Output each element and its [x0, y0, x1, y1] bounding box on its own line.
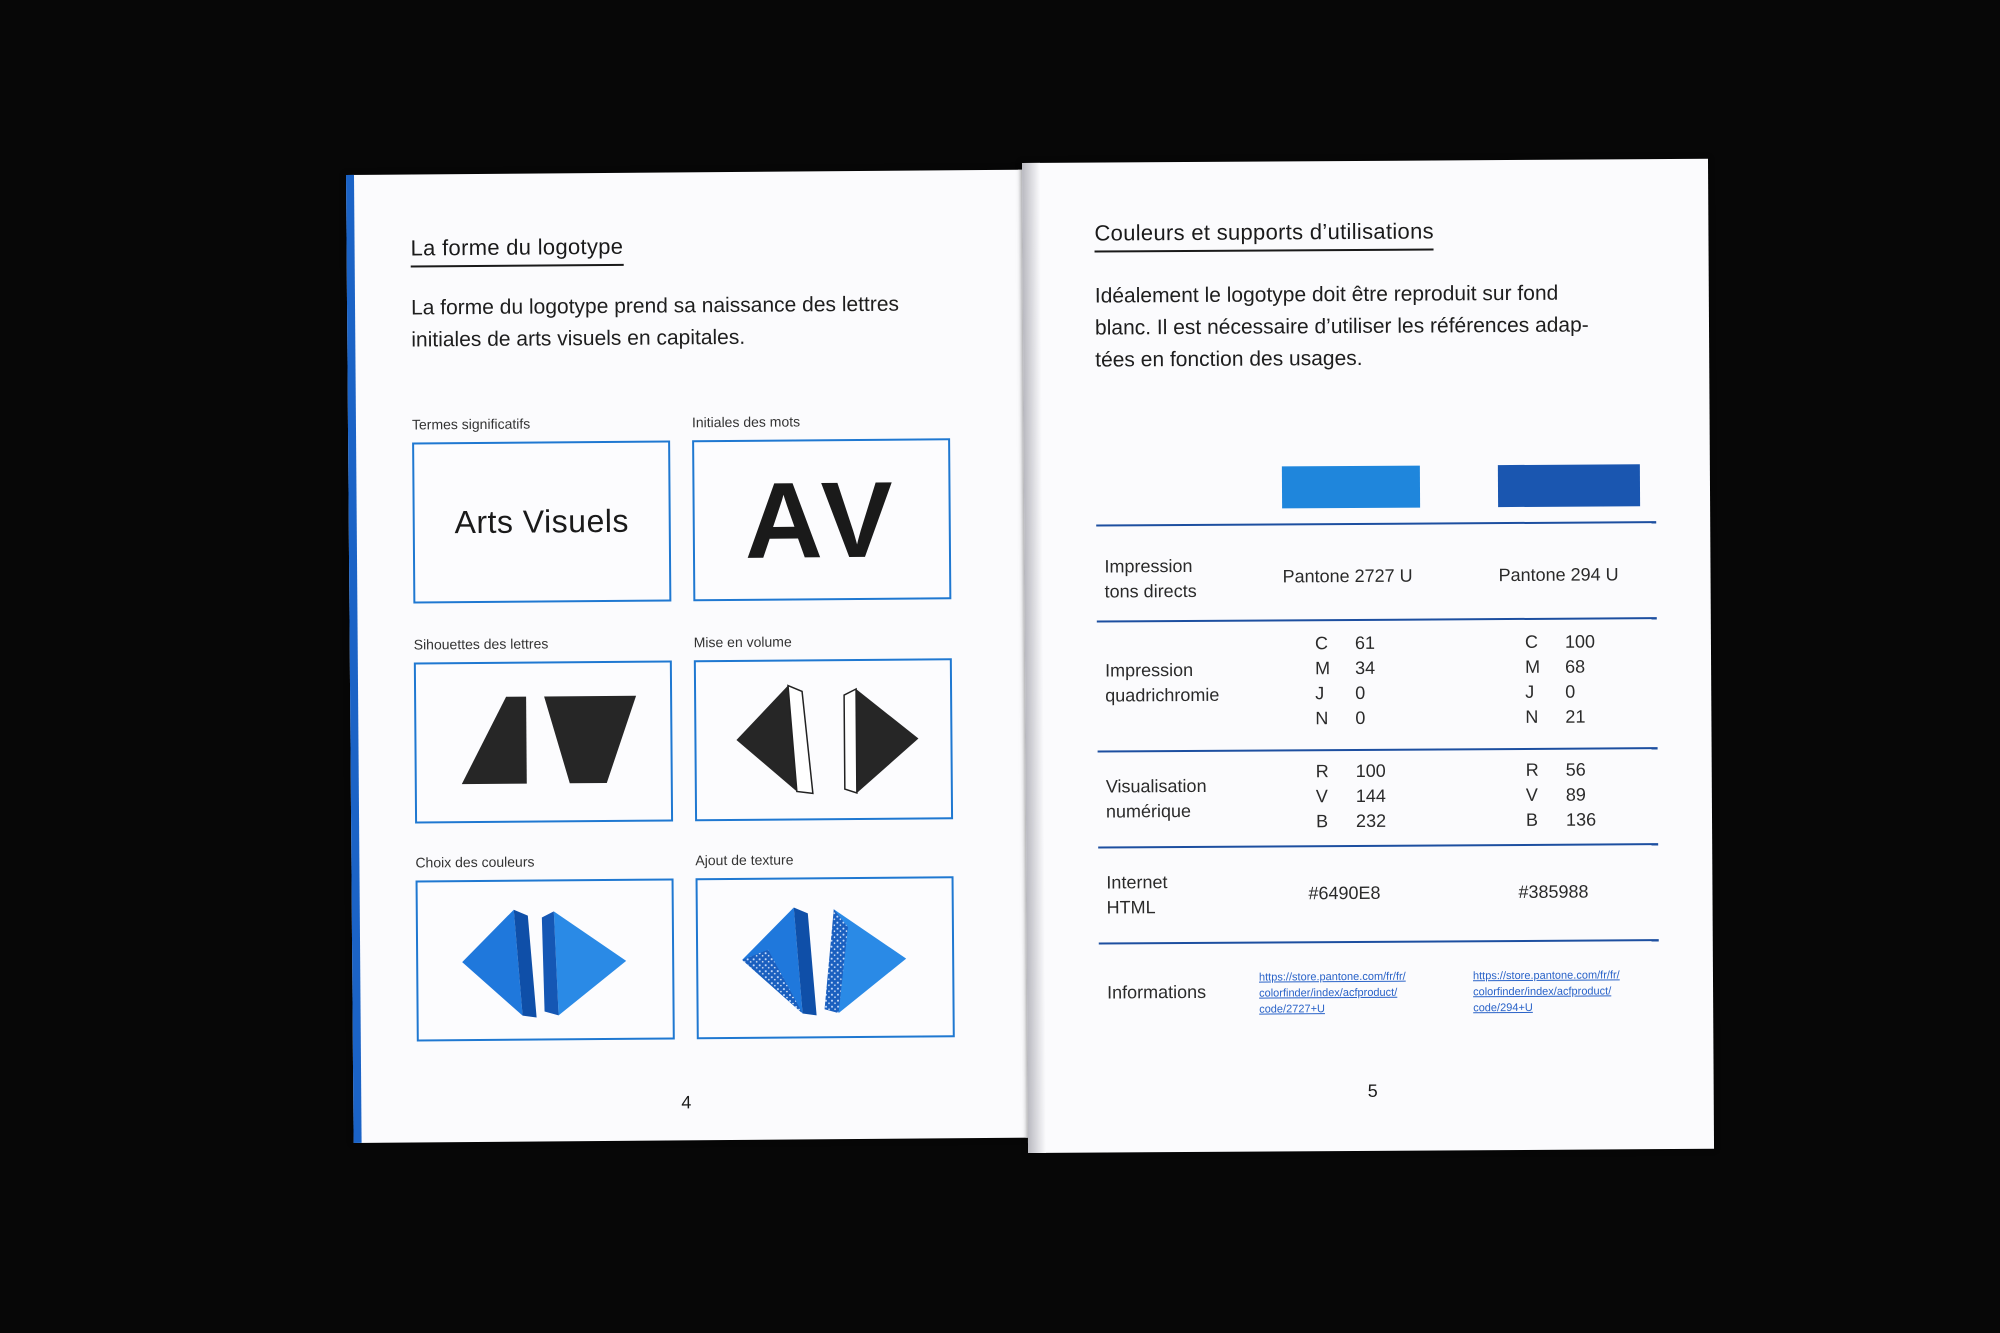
spot-value-2727: Pantone 2727 U: [1282, 565, 1413, 587]
rgb-values-294: R 56 V 89 B 136: [1525, 759, 1597, 830]
tile-initials: [692, 438, 951, 601]
table-divider: [1098, 843, 1658, 848]
left-page-heading: La forme du logotype: [410, 234, 623, 268]
blue-edge-strip: [346, 175, 362, 1143]
left-page: [346, 170, 1038, 1143]
a-silhouette-shape: [461, 697, 527, 785]
table-divider: [1096, 521, 1656, 526]
table-divider: [1097, 617, 1657, 622]
right-volume-side: [844, 689, 857, 793]
page-number: 4: [681, 1092, 692, 1113]
swatch-294: [1498, 464, 1640, 507]
right-blue-face: [554, 911, 627, 1016]
arts-visuels-text: Arts Visuels: [454, 502, 630, 541]
left-volume-face: [736, 685, 797, 791]
swatch-2727: [1282, 466, 1420, 509]
rgb-values-2727: R 100 V 144 B 232: [1315, 760, 1387, 832]
page-number: 5: [1367, 1080, 1378, 1101]
tile-volume: [694, 658, 953, 821]
spot-value-294: Pantone 294 U: [1498, 564, 1619, 586]
tile-texture: [696, 876, 955, 1039]
left-blue-face: [462, 910, 523, 1016]
right-volume-face: [856, 689, 919, 793]
tile-colors: [416, 878, 675, 1041]
tile-arts-visuels: [412, 440, 671, 603]
html-value-2727: #6490E8: [1308, 882, 1381, 904]
right-page-heading: Couleurs et supports d’utilisations: [1094, 218, 1434, 252]
volume-graphic: [696, 660, 951, 819]
v-silhouette-shape: [544, 696, 637, 784]
spot-row-label: Impression tons directs: [1104, 555, 1197, 602]
rgb-row-label: Visualisation numérique: [1105, 775, 1207, 822]
letter-silhouettes-graphic: [416, 662, 671, 821]
blue-volume-graphic: [418, 880, 673, 1039]
pantone-link-2727[interactable]: https://store.pantone.com/fr/fr/ colorfinder/index/acfproduct/ code/2727+U: [1258, 970, 1406, 1016]
html-value-294: #385988: [1518, 881, 1589, 902]
pantone-link-294[interactable]: https://store.pantone.com/fr/fr/ colorfinder/index/acfproduct/ code/294+U: [1472, 969, 1620, 1015]
tile-caption: Ajout de texture: [695, 851, 794, 869]
tile-caption: Choix des couleurs: [415, 853, 535, 871]
info-row-label: Informations: [1107, 981, 1207, 1003]
cmyk-values-2727: C 61 M 34 J 0 N 0: [1314, 632, 1376, 729]
tile-silhouettes: [414, 660, 673, 823]
right-page-intro: Idéalement le logotype doit être reproduit sur fond blanc. Il est nécessaire d’utiliser les références adap- tées en fonction des usages.: [1094, 281, 1589, 372]
right-page: [1022, 159, 1714, 1153]
left-page-intro: La forme du logotype prend sa naissance des lettres initiales de arts visuels en capitales.: [410, 292, 900, 352]
tile-caption: Termes significatifs: [411, 415, 531, 433]
av-initials-text: AV: [744, 458, 900, 581]
textured-volume-graphic: [698, 878, 953, 1037]
tile-caption: Mise en volume: [693, 633, 792, 651]
table-divider: [1099, 939, 1659, 944]
table-divider: [1098, 747, 1658, 752]
html-row-label: Internet HTML: [1106, 872, 1168, 918]
cmyk-row-label: Impression quadrichromie: [1105, 659, 1220, 706]
tile-caption: Initiales des mots: [691, 413, 801, 431]
cmyk-values-294: C 100 M 68 J 0 N 21: [1524, 631, 1596, 727]
tile-caption: Sihouettes des lettres: [413, 635, 549, 653]
